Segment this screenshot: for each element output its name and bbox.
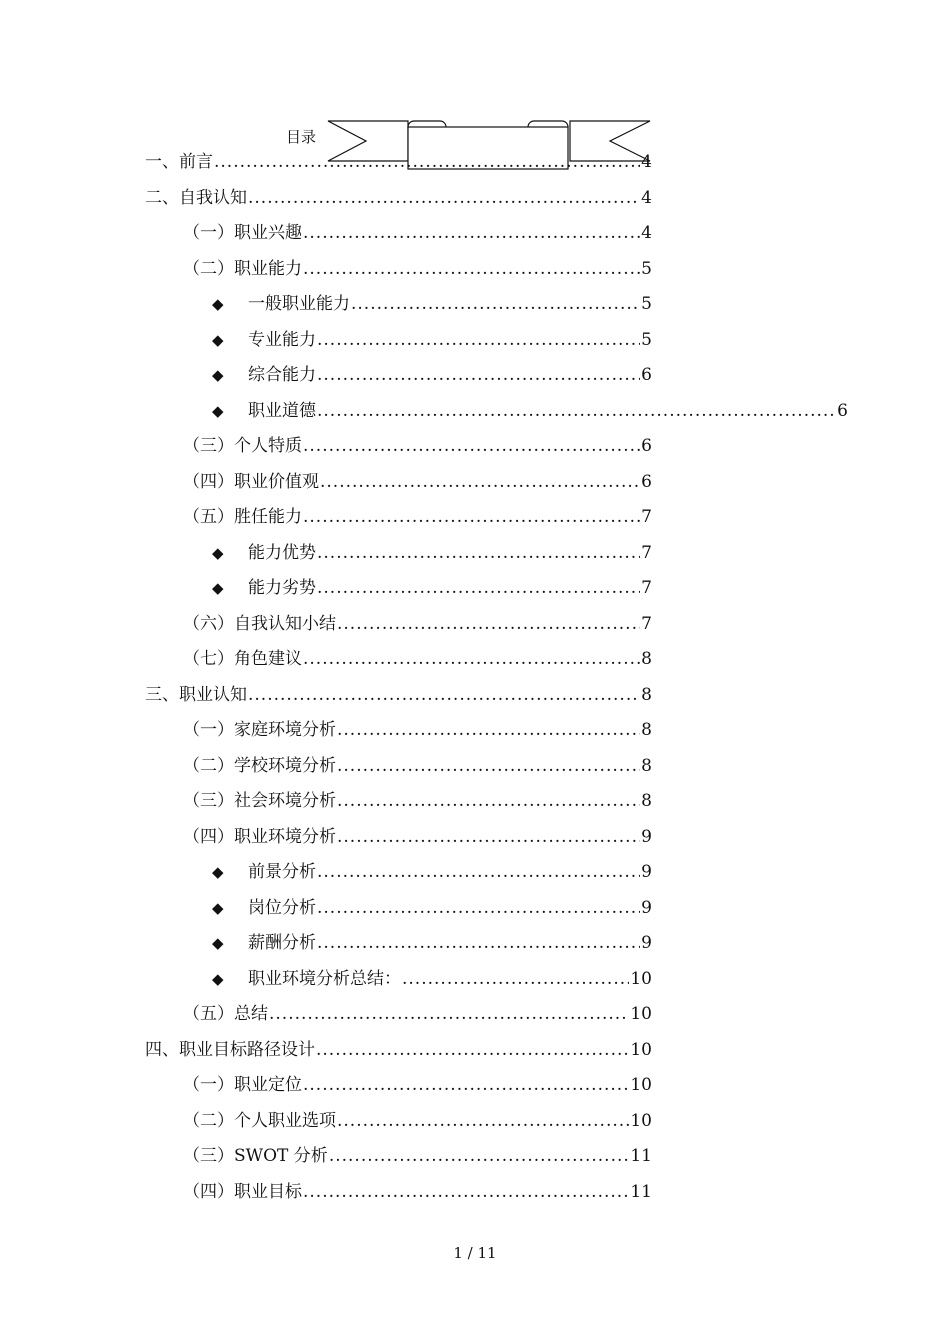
diamond-bullet-icon: ◆: [212, 295, 224, 313]
dot-leader: [317, 363, 640, 387]
toc-entry[interactable]: [183, 434, 652, 458]
dot-leader: [303, 257, 640, 281]
dot-leader: [402, 967, 629, 991]
toc-entry-page-number: 5: [641, 258, 652, 279]
dot-leader: [351, 292, 640, 316]
dot-leader: [317, 399, 836, 423]
toc-entry[interactable]: [212, 896, 652, 920]
toc-entry-page-number: 10: [630, 1004, 652, 1024]
toc-entry-page-number: 4: [641, 223, 652, 243]
toc-entry-page-number: 7: [641, 613, 652, 634]
diamond-bullet-icon: ◆: [212, 366, 224, 384]
toc-entry-page-number: 9: [641, 862, 652, 882]
toc-entry-label: 能力优势: [248, 542, 316, 563]
toc-entry-label: 薪酬分析: [248, 933, 316, 953]
toc-entry[interactable]: [212, 292, 652, 316]
dot-leader: [317, 328, 640, 352]
diamond-bullet-icon: ◆: [212, 863, 224, 881]
toc-entry-page-number: 9: [641, 933, 652, 953]
toc-entry[interactable]: [183, 718, 652, 742]
toc-entry-label: （五）胜任能力: [183, 507, 302, 527]
toc-entry-label: 一般职业能力: [248, 294, 350, 314]
toc-entry-page-number: 10: [630, 1110, 652, 1131]
dot-leader: [303, 1180, 629, 1204]
toc-entry-page-number: 6: [837, 400, 848, 421]
toc-entry-page-number: 10: [630, 1075, 652, 1095]
toc-entry[interactable]: [212, 399, 848, 423]
toc-entry[interactable]: [212, 967, 652, 991]
toc-entry[interactable]: [145, 1038, 652, 1062]
toc-entry-label: （六）自我认知小结: [183, 613, 336, 634]
dot-leader: [214, 150, 640, 174]
toc-entry-label: 二、自我认知: [145, 187, 247, 208]
toc-entry-label: 职业道德: [248, 400, 316, 421]
diamond-bullet-icon: ◆: [212, 934, 224, 952]
toc-entry-page-number: 11: [630, 1181, 652, 1202]
toc-entry-label: （二）学校环境分析: [183, 755, 336, 776]
diamond-bullet-icon: ◆: [212, 579, 224, 597]
toc-entry[interactable]: [212, 860, 652, 884]
toc-entry[interactable]: [145, 683, 652, 707]
diamond-bullet-icon: ◆: [212, 330, 224, 349]
dot-leader: [337, 612, 640, 636]
page-number-footer: 1 / 11: [453, 1244, 497, 1262]
toc-entry[interactable]: [183, 825, 652, 849]
toc-entry[interactable]: [212, 328, 652, 352]
dot-leader: [303, 221, 640, 245]
toc-entry[interactable]: [183, 789, 652, 813]
dot-leader: [317, 931, 640, 955]
toc-entry[interactable]: [183, 1002, 652, 1026]
toc-entry-label: （一）职业定位: [183, 1075, 302, 1095]
toc-entry-label: （三）SWOT 分析: [183, 1146, 328, 1166]
toc-entry-page-number: 11: [630, 1146, 652, 1166]
dot-leader: [248, 683, 640, 707]
diamond-bullet-icon: ◆: [212, 543, 224, 562]
toc-entry-page-number: 5: [641, 294, 652, 314]
dot-leader: [337, 754, 640, 778]
toc-entry-page-number: 7: [641, 507, 652, 527]
toc-entry[interactable]: [183, 505, 652, 529]
toc-entry[interactable]: [183, 221, 652, 245]
toc-entry-label: （一）职业兴趣: [183, 223, 302, 243]
dot-leader: [317, 860, 640, 884]
toc-entry-label: （五）总结: [183, 1004, 268, 1024]
dot-leader: [337, 825, 640, 849]
toc-entry-label: （四）职业价值观: [183, 471, 319, 492]
toc-entry[interactable]: [212, 363, 652, 387]
toc-entry-label: （三）社会环境分析: [183, 791, 336, 811]
diamond-bullet-icon: ◆: [212, 898, 224, 917]
toc-entry-page-number: 10: [630, 1039, 652, 1060]
dot-leader: [303, 647, 640, 671]
dot-leader: [303, 1073, 629, 1097]
toc-entry-label: 三、职业认知: [145, 684, 247, 705]
toc-entry-page-number: 9: [641, 826, 652, 847]
toc-entry-page-number: 5: [641, 329, 652, 350]
toc-entry[interactable]: [212, 931, 652, 955]
toc-entry-label: （三）个人特质: [183, 436, 302, 456]
toc-entry-label: 一、前言: [145, 152, 213, 172]
dot-leader: [269, 1002, 629, 1026]
toc-entry[interactable]: [183, 1180, 652, 1204]
toc-entry[interactable]: [183, 1109, 652, 1133]
dot-leader: [320, 470, 640, 494]
toc-entry-label: （一）家庭环境分析: [183, 720, 336, 740]
toc-entry-page-number: 8: [641, 720, 652, 740]
toc-entry[interactable]: [183, 470, 652, 494]
toc-entry-label: 前景分析: [248, 862, 316, 882]
toc-entry[interactable]: [145, 186, 652, 210]
toc-entry-label: 岗位分析: [248, 897, 316, 918]
dot-leader: [316, 1038, 629, 1062]
dot-leader: [317, 576, 640, 600]
toc-entry-label: （二）职业能力: [183, 258, 302, 279]
toc-entry-label: 能力劣势: [248, 578, 316, 598]
toc-entry-label: （二）个人职业选项: [183, 1110, 336, 1131]
toc-heading: 目录: [286, 128, 317, 146]
toc-entry-page-number: 7: [641, 542, 652, 563]
toc-entry-page-number: 8: [641, 791, 652, 811]
toc-entry-label: 综合能力: [248, 365, 316, 385]
toc-entry-page-number: 8: [641, 649, 652, 669]
toc-entry-page-number: 6: [641, 436, 652, 456]
toc-entry[interactable]: [212, 541, 652, 565]
dot-leader: [317, 896, 640, 920]
toc-entry-page-number: 9: [641, 897, 652, 918]
diamond-bullet-icon: ◆: [212, 401, 224, 420]
toc-entry-page-number: 10: [630, 968, 652, 989]
toc-entry-page-number: 8: [641, 684, 652, 705]
toc-entry-label: 四、职业目标路径设计: [145, 1039, 315, 1060]
dot-leader: [248, 186, 640, 210]
toc-entry[interactable]: [183, 754, 652, 778]
toc-entry[interactable]: [145, 150, 652, 174]
toc-entry[interactable]: [212, 576, 652, 600]
toc-entry[interactable]: [183, 647, 652, 671]
toc-entry-page-number: 6: [641, 471, 652, 492]
toc-entry-label: 专业能力: [248, 329, 316, 350]
diamond-bullet-icon: ◆: [212, 969, 224, 988]
toc-entry-page-number: 4: [641, 152, 652, 172]
toc-entry-label: （四）职业目标: [183, 1181, 302, 1202]
toc-entry-label: （四）职业环境分析: [183, 826, 336, 847]
toc-entry[interactable]: [183, 1144, 652, 1168]
toc-entry-page-number: 4: [641, 187, 652, 208]
dot-leader: [337, 789, 640, 813]
toc-entry-label: （七）角色建议: [183, 649, 302, 669]
toc-entry-label: 职业环境分析总结：: [248, 968, 401, 989]
dot-leader: [329, 1144, 630, 1168]
dot-leader: [303, 434, 640, 458]
dot-leader: [317, 541, 640, 565]
toc-entry[interactable]: [183, 257, 652, 281]
toc-entry-page-number: 7: [641, 578, 652, 598]
toc-entry-page-number: 8: [641, 755, 652, 776]
toc-entry[interactable]: [183, 612, 652, 636]
toc-entry[interactable]: [183, 1073, 652, 1097]
dot-leader: [303, 505, 640, 529]
dot-leader: [337, 1109, 629, 1133]
toc-entry-page-number: 6: [641, 365, 652, 385]
dot-leader: [337, 718, 640, 742]
